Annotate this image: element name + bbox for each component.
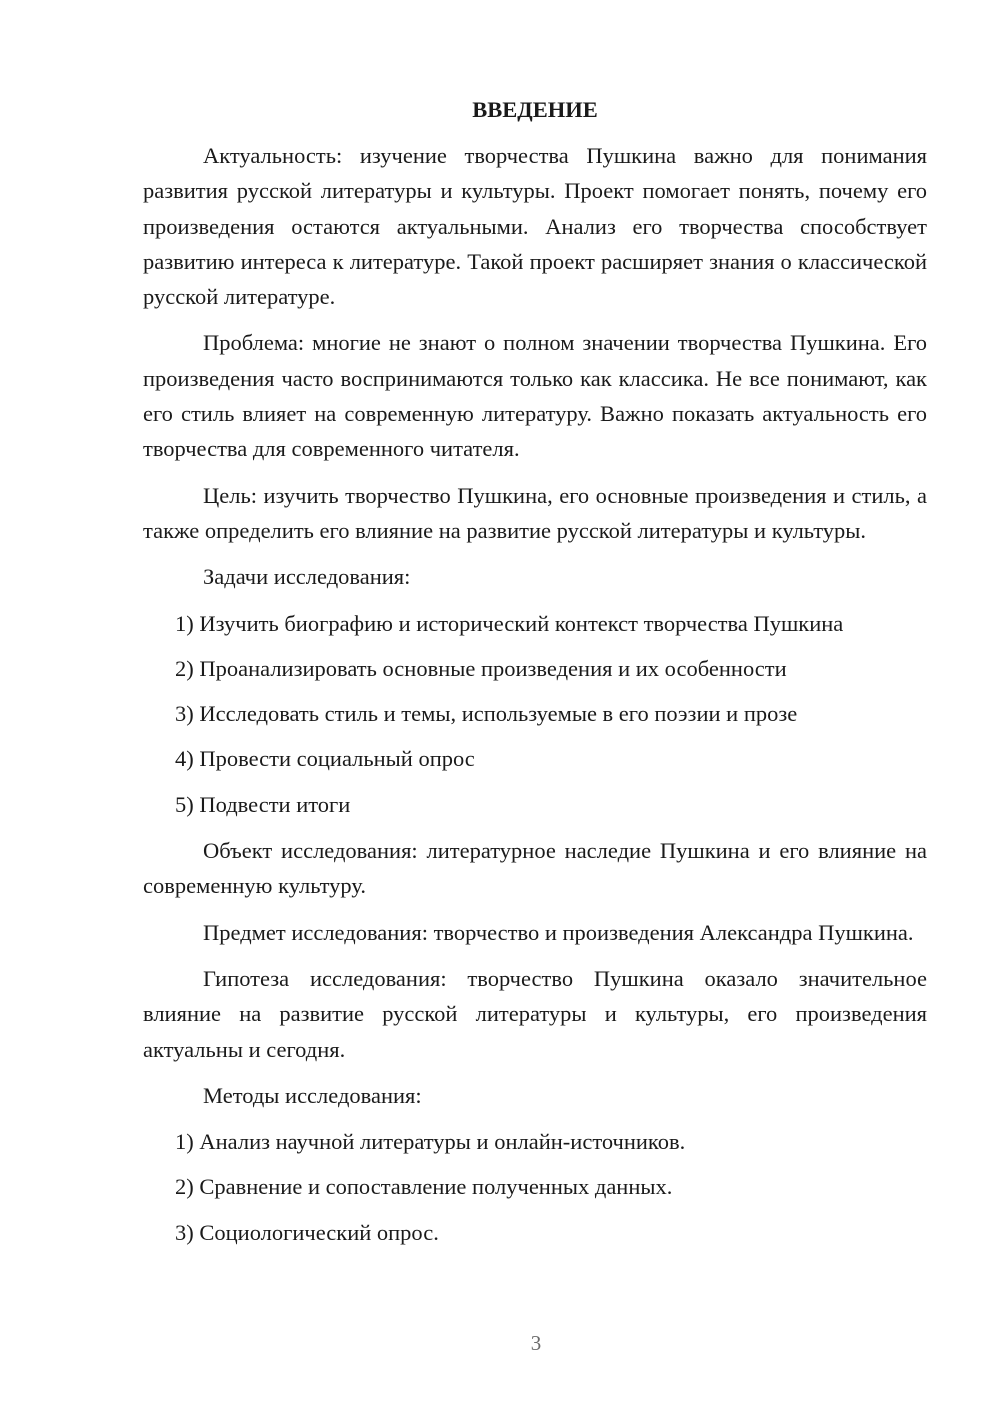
method-item: 3) Социологический опрос.: [175, 1219, 439, 1245]
goal-paragraph: Цель: изучить творчество Пушкина, его основные произведения и стиль, а также определить его влияние на развитие русской литературы и культуры.: [143, 482, 927, 543]
task-item: 2) Проанализировать основные произведения и их особенности: [175, 655, 787, 681]
task-item: 1) Изучить биографию и исторический контекст творчества Пушкина: [175, 610, 844, 636]
page-title: ВВЕДЕНИЕ: [472, 97, 598, 122]
task-item: 4) Провести социальный опрос: [175, 746, 475, 772]
page-number-text: 3: [530, 1331, 542, 1355]
hypothesis-paragraph: Гипотеза исследования: творчество Пушкина оказало значительное влияние на развитие русской литературы и культуры, его произведения актуальны и сегодня.: [143, 965, 927, 1062]
method-item: 1) Анализ научной литературы и онлайн-источников.: [175, 1129, 686, 1155]
problem-paragraph: Проблема: многие не знают о полном значении творчества Пушкина. Его произведения часто воспринимаются только как классика. Не все понимают, как его стиль влияет на современную литературу. Важно показать актуальность его творчества для современного читателя.: [143, 330, 927, 462]
methods-list: [143, 1124, 927, 1250]
document-body: [143, 94, 927, 1261]
page-number: [72, 1331, 1000, 1356]
methods-heading: Методы исследования:: [203, 1082, 422, 1108]
method-item: 2) Сравнение и сопоставление полученных данных.: [175, 1174, 673, 1200]
tasks-list: [143, 606, 927, 822]
task-item: 3) Исследовать стиль и темы, используемые в его поэзии и прозе: [175, 701, 798, 727]
tasks-heading: Задачи исследования:: [203, 564, 411, 590]
relevance-paragraph: Актуальность: изучение творчества Пушкина важно для понимания развития русской литературы и культуры. Проект помогает понять, почему его произведения остаются актуальными. Анализ его творчества способствует развитию интереса к литературе. Такой проект расширяет знания о классической русской литературе.: [143, 143, 927, 310]
subject-paragraph: Предмет исследования: творчество и произведения Александра Пушкина.: [203, 919, 914, 945]
task-item: 5) Подвести итоги: [175, 791, 351, 817]
object-paragraph: Объект исследования: литературное наследие Пушкина и его влияние на современную культуру.: [143, 838, 927, 899]
